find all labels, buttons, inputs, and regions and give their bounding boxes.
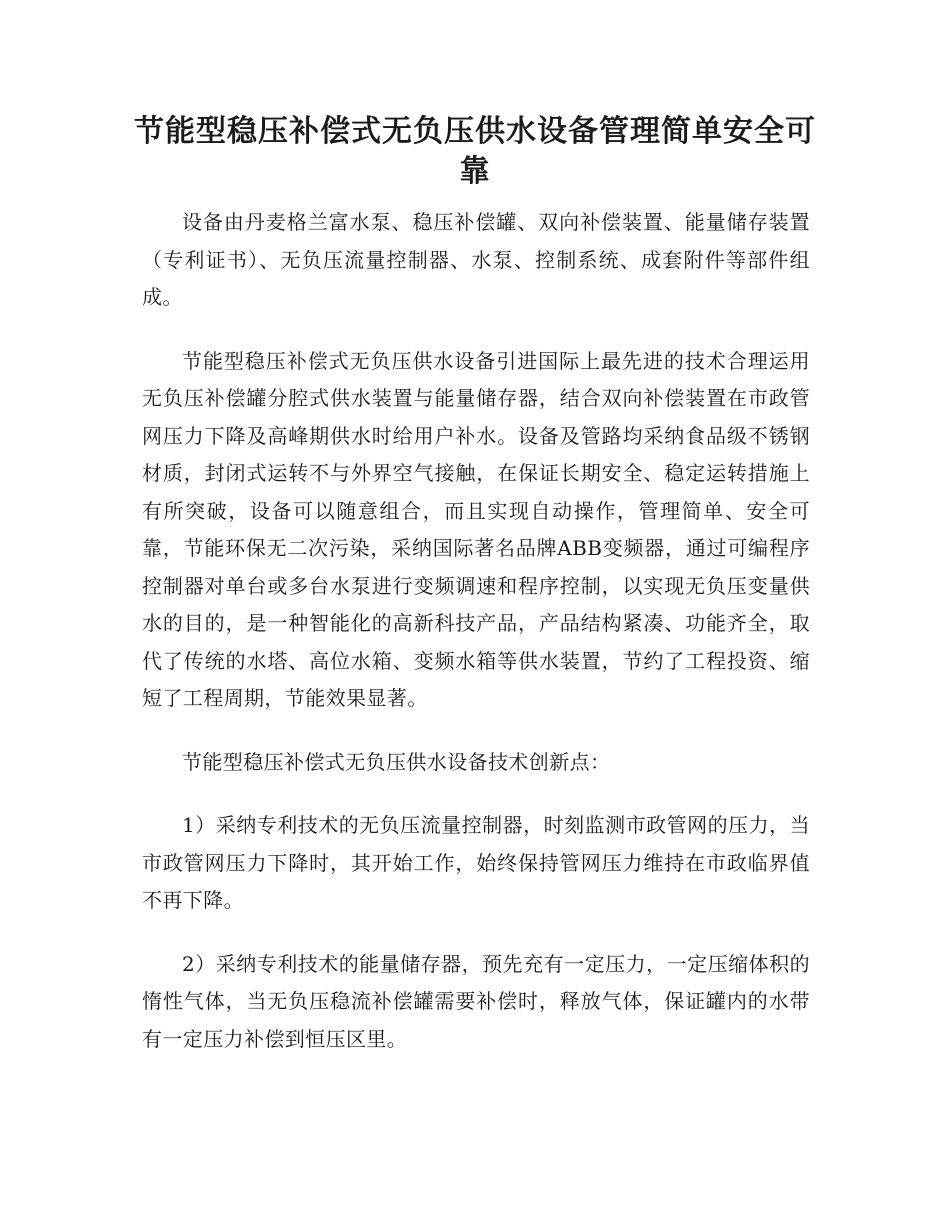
- document-body: [142, 204, 810, 1084]
- paragraph-components: 设备由丹麦格兰富水泵、稳压补偿罐、双向补偿装置、能量储存装置（专利证书）、无负压流量控制器、水泵、控制系统、成套附件等部件组成。: [142, 210, 810, 309]
- paragraph-innovation-1: 1）采纳专利技术的无负压流量控制器，时刻监测市政管网的压力，当市政管网压力下降时，其开始工作，始终保持管网压力维持在市政临界值不再下降。: [142, 813, 810, 912]
- paragraph-innovation-heading: 节能型稳压补偿式无负压供水设备技术创新点：: [182, 749, 611, 774]
- paragraph-description: 节能型稳压补偿式无负压供水设备引进国际上最先进的技术合理运用无负压补偿罐分腔式供水装置与能量储存器，结合双向补偿装置在市政管网压力下降及高峰期供水时给用户补水。设备及管路均采纳食品级不锈钢材质，封闭式运转不与外界空气接触，在保证长期安全、稳定运转措施上有所突破，设备可以随意组合，而且实现自动操作，管理简单、安全可靠，节能环保无二次污染，采纳国际著名品牌ABB变频器，通过可编程序控制器对单台或多台水泵进行变频调速和程序控制，以实现无负压变量供水的目的，是一种智能化的高新科技产品，产品结构紧凑、功能齐全，取代了传统的水塔、高位水箱、变频水箱等供水装置，节约了工程投资、缩短了工程周期，节能效果显著。: [142, 348, 810, 710]
- document-title: 节能型稳压补偿式无负压供水设备管理简单安全可靠: [134, 114, 816, 189]
- paragraph-innovation-2: 2）采纳专利技术的能量储存器，预先充有一定压力，一定压缩体积的惰性气体，当无负压稳流补偿罐需要补偿时，释放气体，保证罐内的水带有一定压力补偿到恒压区里。: [142, 951, 810, 1051]
